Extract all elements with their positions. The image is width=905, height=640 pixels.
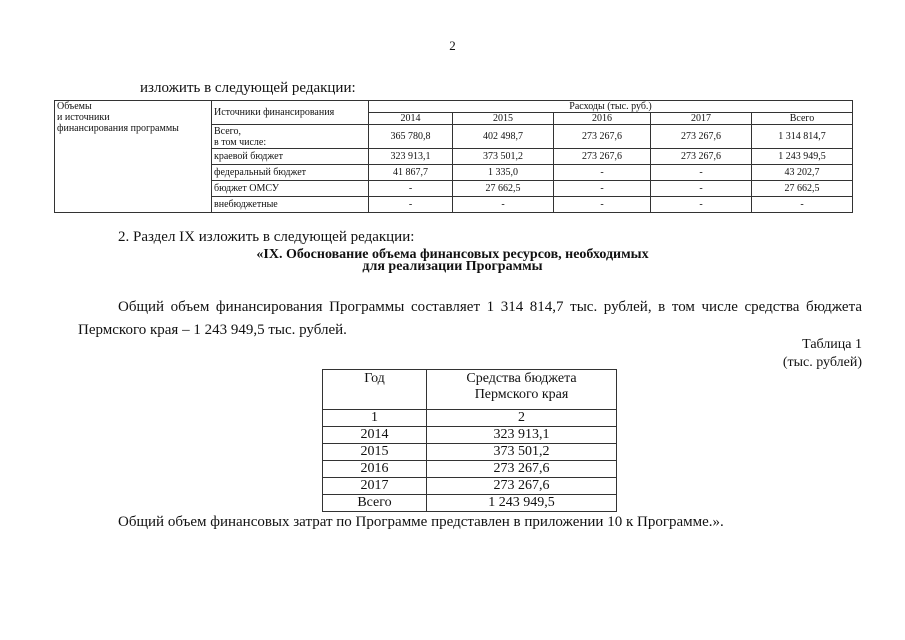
table-caption: [783, 336, 862, 372]
finance-row-header: Объемы и источники финансирования программы: [55, 101, 212, 213]
year-header: 2015: [453, 113, 554, 125]
column-number: 1: [323, 410, 427, 427]
total-header: Всего: [752, 113, 853, 125]
finance-cell: -: [453, 197, 554, 213]
finance-cell: -: [554, 197, 651, 213]
source-label: краевой бюджет: [212, 149, 369, 165]
finance-cell: -: [369, 197, 453, 213]
source-label: внебюджетные: [212, 197, 369, 213]
table-label: Таблица 1: [802, 337, 862, 352]
budget-year: 2017: [323, 478, 427, 495]
budget-year: 2014: [323, 427, 427, 444]
source-label: федеральный бюджет: [212, 165, 369, 181]
table-unit: (тыс. рублей): [782, 355, 862, 370]
heading-line-2: для реализации Программы: [362, 259, 543, 274]
finance-cell: 1 314 814,7: [752, 125, 853, 149]
year-header: 2017: [651, 113, 752, 125]
budget-value: 323 913,1: [427, 427, 617, 444]
paragraph-line-1: Общий объем финансирования Программы составляет 1 314 814,7 тыс. рублей, в том числе средства бюджета: [118, 299, 862, 315]
finance-cell: 43 202,7: [752, 165, 853, 181]
finance-cell: 273 267,6: [651, 149, 752, 165]
finance-cell: 373 501,2: [453, 149, 554, 165]
finance-cell: 365 780,8: [369, 125, 453, 149]
finance-cell: 41 867,7: [369, 165, 453, 181]
finance-table: [54, 100, 853, 213]
finance-cell: -: [651, 197, 752, 213]
source-label: Всего, в том числе:: [212, 125, 369, 149]
final-line: Общий объем финансовых затрат по Программе представлен в приложении 10 к Программе.».: [118, 514, 724, 530]
finance-cell: -: [651, 165, 752, 181]
budget-value: 273 267,6: [427, 478, 617, 495]
finance-cell: 1 243 949,5: [752, 149, 853, 165]
finance-cell: -: [369, 181, 453, 197]
finance-cell: -: [554, 181, 651, 197]
budget-value: 373 501,2: [427, 444, 617, 461]
section-line: 2. Раздел IX изложить в следующей редакции:: [118, 229, 415, 245]
budget-value: 273 267,6: [427, 461, 617, 478]
source-label: бюджет ОМСУ: [212, 181, 369, 197]
finance-cell: 27 662,5: [752, 181, 853, 197]
finance-cell: 1 335,0: [453, 165, 554, 181]
expenses-header: Расходы (тыс. руб.): [369, 101, 853, 113]
year-header: 2014: [369, 113, 453, 125]
budget-year: 2016: [323, 461, 427, 478]
year-header: 2016: [554, 113, 651, 125]
finance-cell: 273 267,6: [554, 149, 651, 165]
finance-cell: 273 267,6: [651, 125, 752, 149]
budget-year: 2015: [323, 444, 427, 461]
heading-line-1: «IX. Обоснование объема финансовых ресурсов, необходимых: [256, 247, 649, 262]
paragraph-line-2: Пермского края – 1 243 949,5 тыс. рублей.: [78, 322, 347, 338]
finance-cell: -: [752, 197, 853, 213]
finance-cell: 273 267,6: [554, 125, 651, 149]
finance-cell: -: [554, 165, 651, 181]
finance-cell: 323 913,1: [369, 149, 453, 165]
finance-cell: 27 662,5: [453, 181, 554, 197]
finance-cell: 402 498,7: [453, 125, 554, 149]
budget-column-header: Средства бюджета Пермского края: [427, 370, 617, 410]
page-number: 2: [449, 38, 456, 53]
year-column-header: Год: [323, 370, 427, 410]
section-heading: [0, 249, 905, 273]
finance-cell: -: [651, 181, 752, 197]
column-number: 2: [427, 410, 617, 427]
budget-table: [322, 369, 617, 512]
financing-paragraph: [78, 296, 862, 342]
intro-line: изложить в следующей редакции:: [140, 80, 356, 96]
budget-year: Всего: [323, 495, 427, 512]
sources-header: Источники финансирования: [212, 101, 369, 125]
budget-value: 1 243 949,5: [427, 495, 617, 512]
